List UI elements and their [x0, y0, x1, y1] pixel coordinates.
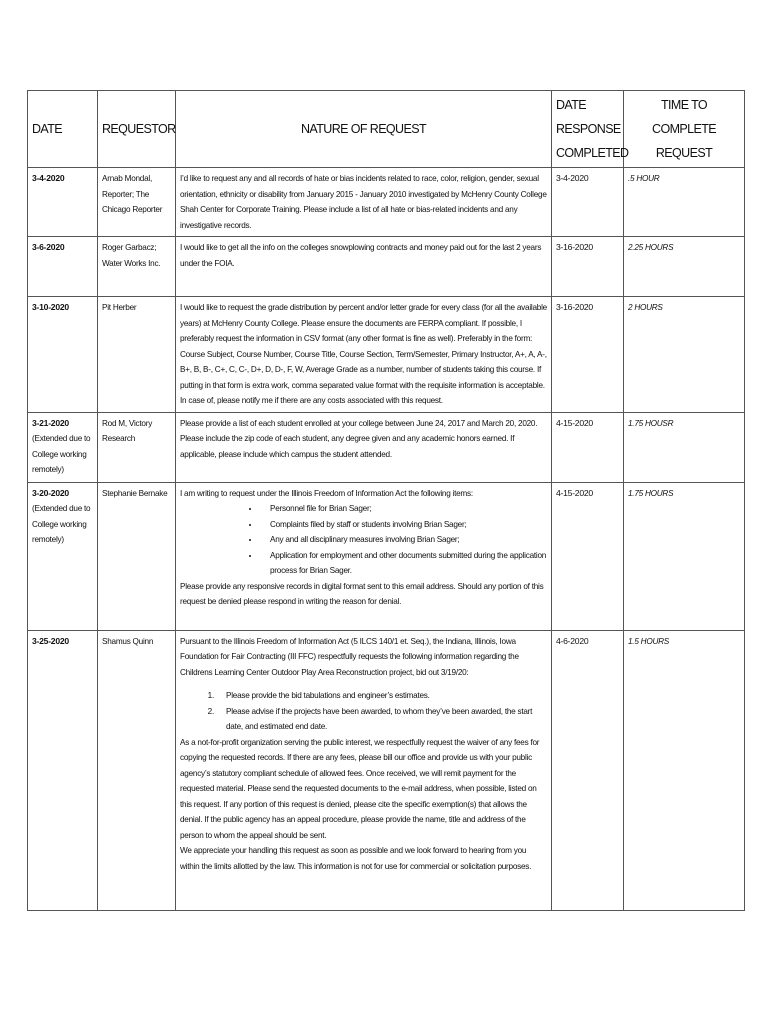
header-time-line1: TIME TO — [660, 98, 708, 112]
row-response-date: 4-15-2020 — [552, 412, 624, 482]
header-nature: NATURE OF REQUEST — [176, 91, 552, 168]
nature-numbered-list — [180, 688, 547, 735]
row-date: 3-6-2020 — [28, 237, 98, 297]
row-requestor: Arnab Mondal, Reporter; The Chicago Reporter — [98, 168, 176, 237]
header-response-line3: COMPLETED — [556, 146, 629, 160]
row-requestor: Roger Garbacz; Water Works Inc. — [98, 237, 176, 297]
row-date-note: (Extended due to College working remotely) — [32, 504, 91, 544]
row-response-date: 3-4-2020 — [552, 168, 624, 237]
header-time-line2: COMPLETE — [652, 122, 716, 136]
header-row — [28, 91, 745, 168]
nature-outro: Please provide any responsive records in digital format sent to this email address. Should any portion of this request be denied please respond in writing the reason for denial. — [180, 581, 544, 606]
header-response-line2: RESPONSE — [556, 122, 621, 136]
table-row — [28, 482, 745, 630]
row-date-note: (Extended due to College working remotely) — [32, 434, 91, 474]
row-date — [28, 412, 98, 482]
row-date: 3-25-2020 — [28, 630, 98, 910]
table-row — [28, 237, 745, 297]
header-response-line1: DATE — [556, 98, 587, 112]
nature-bullet-list — [180, 501, 547, 579]
table-row — [28, 297, 745, 413]
row-date: 3-4-2020 — [28, 168, 98, 237]
row-nature: Please provide a list of each student enrolled at your college between June 24, 2017 and March 20, 2020. Please include the zip code of each student, any degree given and any academic honors earned. If applicable, please include which campus the student attended. — [176, 412, 552, 482]
row-time: 2.25 HOURS — [624, 237, 745, 297]
row-requestor: Shamus Quinn — [98, 630, 176, 910]
header-time-line3: REQUEST — [655, 146, 713, 160]
row-requestor: Rod M, Victory Research — [98, 412, 176, 482]
row-time: 1.75 HOURS — [624, 482, 745, 630]
list-item: • Any and all disciplinary measures involving Brian Sager; — [260, 532, 547, 548]
row-response-date: 4-15-2020 — [552, 482, 624, 630]
list-item: • Personnel file for Brian Sager; — [260, 501, 547, 517]
row-time: 2 HOURS — [624, 297, 745, 413]
row-nature: I’d like to request any and all records of hate or bias incidents related to race, color, religion, gender, sexual orientation, ethnicity or disability from January 2015 - January 2010 investigated by McHenry County College Shah Center for Corporate Training. Please include a list of all hate or bias-related incidents and any investigative records. — [176, 168, 552, 237]
list-item: 1. Please provide the bid tabulations and engineer’s estimates. — [216, 688, 547, 704]
row-date-value: 3-20-2020 — [32, 487, 69, 498]
nature-paragraph-closing: We appreciate your handling this request as soon as possible and we look forward to hearing from you within the limits allotted by the law. This information is not for use for commercial or solicitation purposes. — [180, 846, 532, 871]
nature-intro: Pursuant to the Illinois Freedom of Information Act (5 ILCS 140/1 et. Seq.), the Indiana, Illinois, Iowa Foundation for Fair Contracting (III FFC) respectfully requests the following information regarding the Childrens Learning Center Outdoor Play Area Reconstruction project, bid out 3/19/20: — [180, 636, 519, 677]
row-requestor: Stephanie Bernake — [98, 482, 176, 630]
header-response — [552, 91, 629, 168]
row-response-date: 3-16-2020 — [552, 297, 624, 413]
header-time — [624, 91, 745, 168]
list-item: • Application for employment and other documents submitted during the application process for Brian Sager. — [260, 548, 547, 579]
row-date-value: 3-21-2020 — [32, 417, 69, 428]
row-time: .5 HOUR — [624, 168, 745, 237]
row-nature — [176, 482, 552, 630]
table-row — [28, 412, 745, 482]
table-row — [28, 168, 745, 237]
row-nature — [176, 630, 552, 910]
row-requestor: Pit Herber — [98, 297, 176, 413]
row-time: 1.75 HOUSR — [624, 412, 745, 482]
row-response-date: 4-6-2020 — [552, 630, 624, 910]
row-nature: I would like to get all the info on the colleges snowplowing contracts and money paid out for the last 2 years under the FOIA. — [176, 237, 552, 297]
row-response-date: 3-16-2020 — [552, 237, 624, 297]
header-date: DATE — [28, 91, 98, 168]
row-date — [28, 482, 98, 630]
foia-request-log-table — [27, 90, 745, 911]
header-requestor: REQUESTOR — [98, 91, 176, 168]
row-date: 3-10-2020 — [28, 297, 98, 413]
nature-intro: I am writing to request under the Illinois Freedom of Information Act the following items: — [180, 488, 473, 498]
row-nature: I would like to request the grade distribution by percent and/or letter grade for every class (for all the available years) at McHenry County College. Please ensure the documents are FERPA compliant. If possible, I preferably request the information in CSV format (any other format is fine as well). Preferably in the form: Course Subject, Course Number, Course Title, Course Section, Term/Semester, Primary Instructor, A+, A, A-, B+, B, B-, C+, C, C-, D+, D, D-, F, W, Average Grade as a number, number of students taking this course. If putting in that form is extra work, comma separated value format with the requisite information is acceptable. In case of, please notify me if there are any costs associated with this request. — [176, 297, 552, 413]
list-item: • Complaints filed by staff or students involving Brian Sager; — [260, 517, 547, 533]
table-row — [28, 630, 745, 910]
list-item: 2. Please advise if the projects have been awarded, to whom they’ve been awarded, the start date, and estimated end date. — [216, 704, 547, 735]
nature-paragraph: As a not-for-profit organization serving the public interest, we respectfully request the waiver of any fees for copying the requested records. If there are any fees, please bill our office and provide us with your public agency’s statutory compliant schedule of allowed fees. Once received, we will remit payment for the requested material. Please send the requested documents to the e-mail address, when possible, listed on this request. If any portion of this request is denied, please cite the specific exemption(s) that allows the denial. If the public agency has an appeal procedure, please provide the name, title and address of the person to whom the appeal should be sent. — [180, 737, 540, 840]
row-time: 1.5 HOURS — [624, 630, 745, 910]
